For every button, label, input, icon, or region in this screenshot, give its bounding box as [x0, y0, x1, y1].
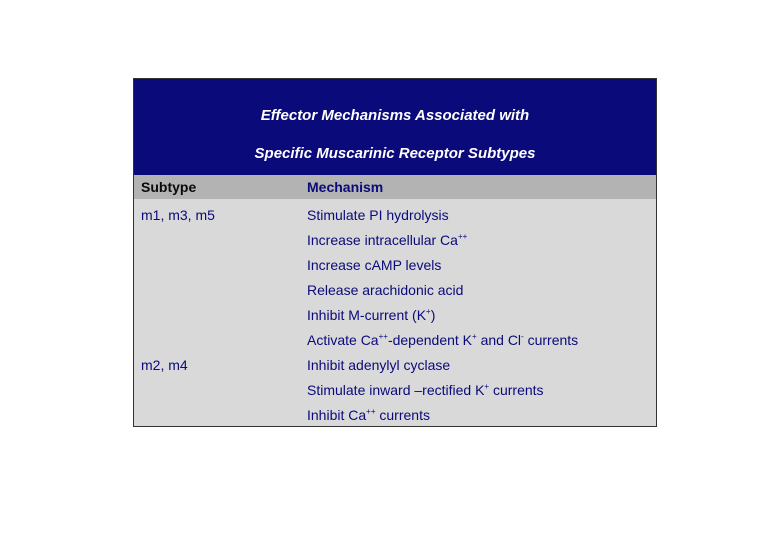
table-row — [134, 278, 656, 303]
table-row — [134, 303, 656, 328]
mechanism-cell: Activate Ca++-dependent K+ and Cl- currents — [307, 332, 579, 348]
title-line-2: Specific Muscarinic Receptor Subtypes — [254, 145, 536, 162]
column-header-subtype: Subtype — [141, 179, 197, 195]
table-row — [134, 328, 656, 353]
title-banner — [134, 79, 656, 175]
title-line-1: Effector Mechanisms Associated with — [260, 107, 530, 124]
column-header-mechanism: Mechanism — [307, 179, 384, 195]
mechanism-cell: Inhibit M-current (K+) — [307, 307, 436, 323]
table-row — [134, 203, 656, 228]
slide — [133, 78, 657, 427]
table-row — [134, 378, 656, 403]
column-header-row — [134, 175, 656, 199]
mechanism-cell: Increase intracellular Ca++ — [307, 232, 468, 248]
mechanism-cell: Increase cAMP levels — [307, 257, 442, 273]
table-row — [134, 228, 656, 253]
mechanism-cell: Release arachidonic acid — [307, 282, 464, 298]
mechanism-cell: Stimulate inward –rectified K+ currents — [307, 382, 544, 398]
table-row — [134, 353, 656, 378]
table-row — [134, 253, 656, 278]
mechanism-cell: Inhibit Ca++ currents — [307, 407, 430, 423]
subtype-cell: m1, m3, m5 — [141, 207, 215, 223]
mechanism-cell: Stimulate PI hydrolysis — [307, 207, 449, 223]
subtype-cell: m2, m4 — [141, 357, 188, 373]
mechanism-cell: Inhibit adenylyl cyclase — [307, 357, 451, 373]
table-row — [134, 403, 656, 428]
